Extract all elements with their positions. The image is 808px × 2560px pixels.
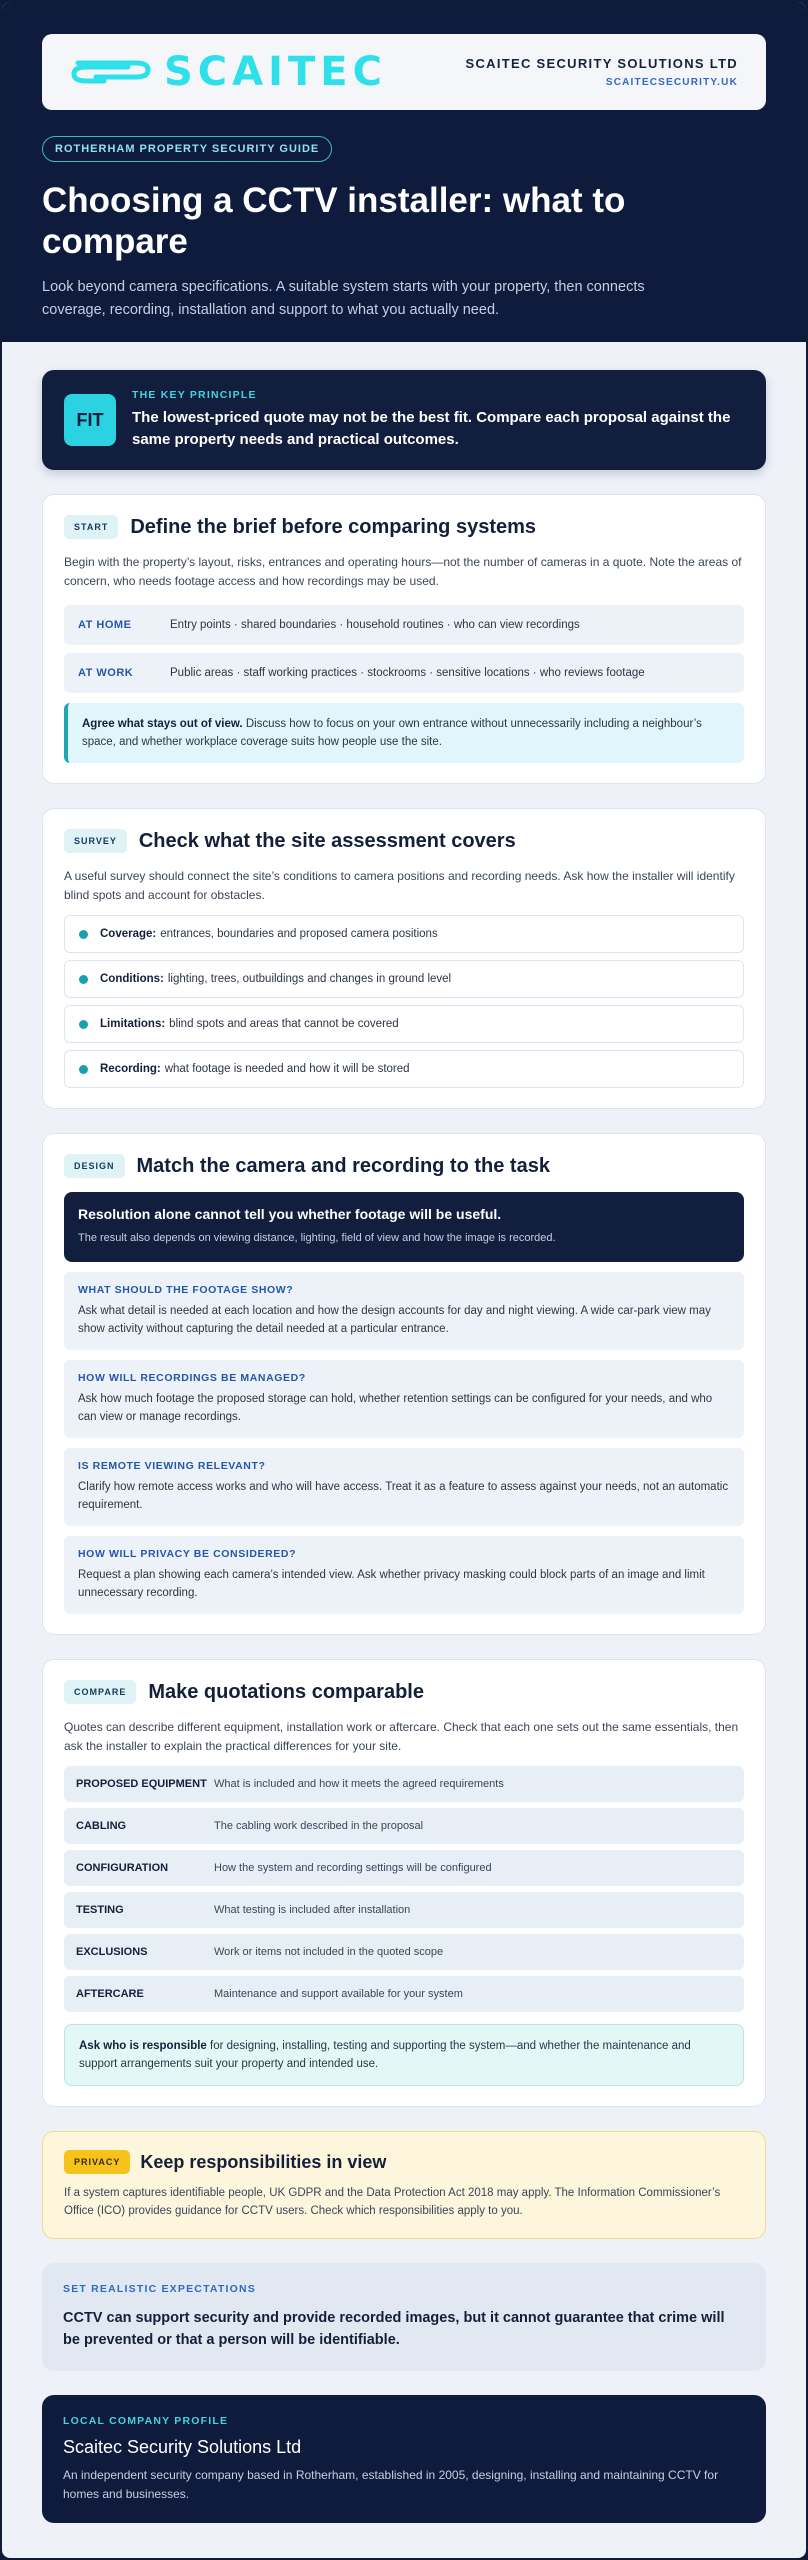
section-title: Keep responsibilities in view (140, 2151, 387, 2172)
expectations-text: CCTV can support security and provide recorded images, but it cannot guarantee that crime will be prevented or that a person will be identifiable. (63, 2310, 725, 2348)
brief-row-work (64, 653, 744, 693)
section-design (42, 1133, 766, 1635)
survey-item (64, 915, 744, 953)
logo-text: SCAITEC (164, 49, 387, 95)
responsibility-callout (64, 2024, 744, 2086)
design-question (64, 1536, 744, 1614)
expectations-eyebrow: SET REALISTIC EXPECTATIONS (63, 2283, 256, 2295)
question-label: WHAT SHOULD THE FOOTAGE SHOW? (78, 1284, 294, 1296)
section-paragraph: If a system captures identifiable people, UK GDPR and the Data Protection Act 2018 may apply. The Information Commissioner’s Office (ICO) provides guidance for CCTV users. Check which responsibilities apply to you. (64, 2187, 721, 2217)
comparison-table (64, 1766, 744, 2012)
row-value: Maintenance and support available for your system (214, 1988, 463, 2000)
brand-bar (42, 34, 766, 110)
bullet-dot-icon (79, 930, 88, 939)
profile-description: An independent security company based in Rotherham, established in 2005, designing, installing and maintaining CCTV for homes and businesses. (63, 2468, 719, 2501)
survey-item-label: Coverage: (100, 928, 157, 940)
company-name: SCAITEC SECURITY SOLUTIONS LTD (465, 56, 738, 71)
table-row (64, 1892, 744, 1928)
logo-mark-icon (70, 55, 154, 89)
brief-row-value: Entry points · shared boundaries · household routines · who can view recordings (170, 619, 580, 631)
bullet-dot-icon (79, 1065, 88, 1074)
row-label: CABLING (76, 1820, 127, 1832)
main-content (2, 342, 806, 2523)
brief-row-home (64, 605, 744, 645)
row-label: AFTERCARE (76, 1988, 144, 2000)
design-question (64, 1272, 744, 1350)
brand-details (465, 56, 738, 88)
section-start (42, 494, 766, 784)
bullet-dot-icon (79, 1020, 88, 1029)
key-principle-banner (42, 370, 766, 470)
callout-bold: Ask who is responsible (79, 2040, 207, 2052)
survey-item-text: what footage is needed and how it will be stored (164, 1063, 410, 1075)
survey-item (64, 960, 744, 998)
survey-item (64, 1005, 744, 1043)
survey-item-label: Recording: (100, 1063, 161, 1075)
fit-badge: FIT (64, 394, 116, 446)
section-privacy (42, 2131, 766, 2239)
brief-row-label: AT WORK (78, 667, 134, 679)
logo[interactable] (70, 49, 387, 95)
profile-name: Scaitec Security Solutions Ltd (63, 2437, 302, 2457)
out-of-view-callout (64, 703, 744, 763)
row-label: CONFIGURATION (76, 1862, 169, 1874)
section-tag: COMPARE (64, 1680, 136, 1704)
callout-text: Discuss how to focus on your own entrance without unnecessarily including a neighbour’s space, and whether workplace coverage suits how people use the site. (82, 718, 702, 748)
brief-row-label: AT HOME (78, 619, 132, 631)
question-answer: Clarify how remote access works and who will have access. Treat it as a feature to assess against your needs, not an automatic requirement. (78, 1481, 729, 1511)
company-url-link[interactable]: SCAITECSECURITY.UK (605, 77, 738, 88)
section-paragraph: Quotes can describe different equipment, installation work or aftercare. Check that each one sets out the same essentials, then ask the installer to explain the practical differences for your site. (64, 1720, 739, 1753)
section-tag: START (64, 515, 118, 539)
question-label: HOW WILL RECORDINGS BE MANAGED? (78, 1372, 306, 1384)
section-title: Match the camera and recording to the task (136, 1154, 550, 1177)
table-row (64, 1934, 744, 1970)
bullet-dot-icon (79, 975, 88, 984)
section-tag: DESIGN (64, 1154, 125, 1178)
section-paragraph: A useful survey should connect the site’s conditions to camera positions and recording needs. Ask how the installer will identify blind spots and account for obstacles. (64, 869, 735, 902)
row-label: TESTING (76, 1904, 124, 1916)
row-value: The cabling work described in the proposal (214, 1820, 424, 1832)
table-row (64, 1850, 744, 1886)
section-compare (42, 1659, 766, 2107)
note-title: Resolution alone cannot tell you whether footage will be useful. (78, 1206, 502, 1222)
survey-item-text: lighting, trees, outbuildings and changes in ground level (167, 973, 452, 985)
brief-row-value: Public areas · staff working practices · stockrooms · sensitive locations · who reviews footage (170, 667, 645, 679)
survey-item-label: Conditions: (100, 973, 164, 985)
row-value: What testing is included after installation (214, 1904, 411, 1916)
row-value: What is included and how it meets the agreed requirements (214, 1778, 504, 1790)
design-question (64, 1360, 744, 1438)
privacy-tag: PRIVACY (64, 2150, 130, 2174)
company-profile (42, 2395, 766, 2523)
section-survey (42, 808, 766, 1109)
row-value: Work or items not included in the quoted scope (214, 1946, 444, 1958)
row-label: EXCLUSIONS (76, 1946, 148, 1958)
callout-bold: Agree what stays out of view. (82, 718, 243, 730)
section-title: Define the brief before comparing systems (130, 515, 537, 538)
profile-eyebrow: LOCAL COMPANY PROFILE (63, 2415, 229, 2427)
survey-item-text: blind spots and areas that cannot be covered (169, 1018, 399, 1030)
callout-text: for designing, installing, testing and supporting the system—and whether the maintenance and support arrangements suit your property and intended use. (79, 2040, 691, 2070)
question-answer: Ask how much footage the proposed storage can hold, whether retention settings can be configured for your needs, and who can view or manage recordings. (78, 1393, 713, 1423)
design-question (64, 1448, 744, 1526)
table-row (64, 1808, 744, 1844)
question-label: HOW WILL PRIVACY BE CONSIDERED? (78, 1548, 297, 1560)
principle-text: The lowest-priced quote may not be the best fit. Compare each proposal against the same property needs and practical outcomes. (132, 409, 731, 448)
survey-item-label: Limitations: (100, 1018, 166, 1030)
question-answer: Ask what detail is needed at each location and how the design accounts for day and night viewing. A wide car-park view may show activity without capturing the detail needed at a particular entrance. (78, 1305, 711, 1335)
resolution-note (64, 1192, 744, 1262)
row-value: How the system and recording settings will be configured (214, 1862, 492, 1874)
note-subtitle: The result also depends on viewing distance, lighting, field of view and how the image is recorded. (78, 1232, 556, 1244)
section-title: Make quotations comparable (148, 1680, 424, 1703)
section-title: Check what the site assessment covers (138, 829, 516, 852)
section-expectations (42, 2263, 766, 2371)
section-tag: SURVEY (64, 829, 127, 853)
section-paragraph: Begin with the property’s layout, risks, entrances and operating hours—not the number of cameras in a quote. Note the areas of concern, who needs footage access and how recordings may be used. (64, 555, 742, 588)
survey-item (64, 1050, 744, 1088)
hero-lede: Look beyond camera specifications. A suitable system starts with your property, then connects coverage, recording, installation and support to what you actually need. (42, 279, 645, 318)
page-title: Choosing a CCTV installer: what to compare (42, 181, 626, 261)
row-label: PROPOSED EQUIPMENT (76, 1778, 207, 1790)
question-label: IS REMOTE VIEWING RELEVANT? (78, 1460, 266, 1472)
principle-eyebrow: THE KEY PRINCIPLE (132, 389, 257, 401)
question-answer: Request a plan showing each camera’s intended view. Ask whether privacy masking could block parts of an image and limit unnecessary recording. (78, 1569, 705, 1599)
hero (2, 2, 806, 342)
table-row (64, 1766, 744, 1802)
survey-item-text: entrances, boundaries and proposed camera positions (160, 928, 438, 940)
table-row (64, 1976, 744, 2012)
guide-pill: ROTHERHAM PROPERTY SECURITY GUIDE (42, 136, 332, 162)
